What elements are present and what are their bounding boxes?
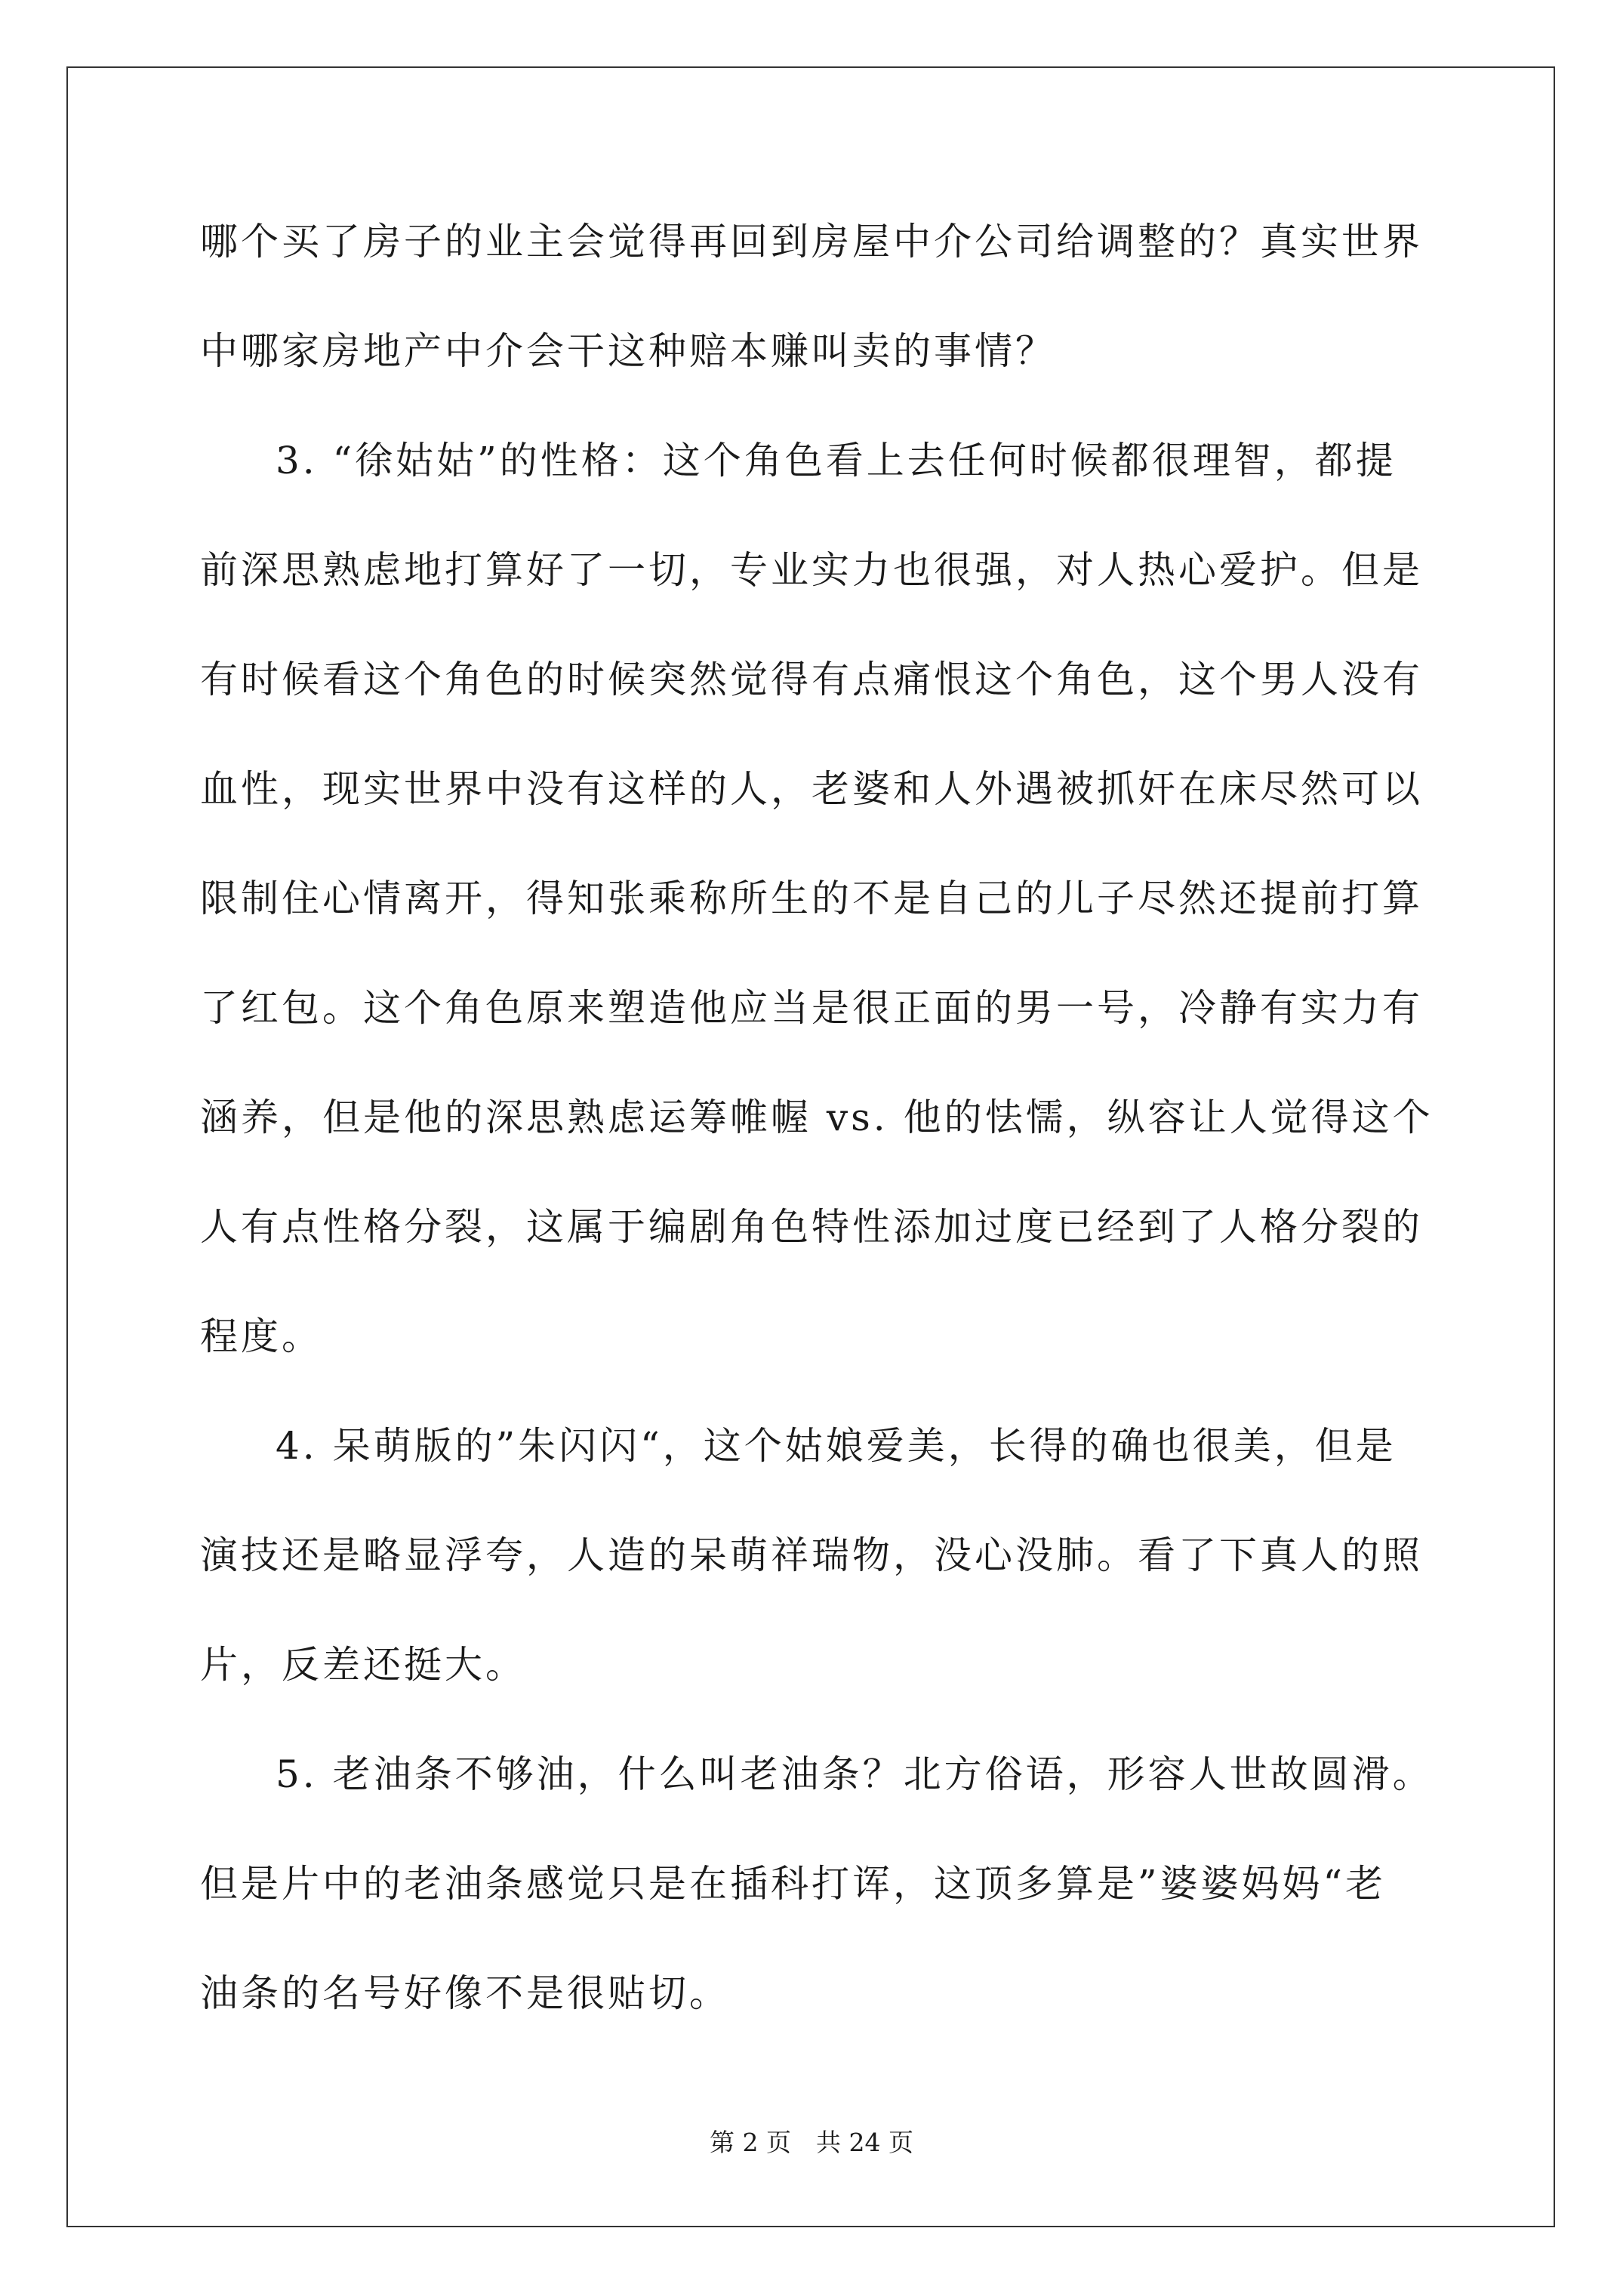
text-line: 演技还是略显浮夸，人造的呆萌祥瑞物，没心没肺。看了下真人的照	[200, 1533, 1423, 1577]
text-line: 哪个买了房子的业主会觉得再回到房屋中介公司给调整的？真实世界	[200, 220, 1423, 264]
document-body	[200, 213, 1434, 2074]
paragraph-start-3: 3. “徐姑姑”的性格：这个角色看上去任何时候都很理智，都提	[276, 439, 1397, 482]
text-line: 涵养，但是他的深思熟虑运筹帷幄 vs. 他的怯懦，纵容让人觉得这个	[200, 1096, 1434, 1139]
page-number: 第 2 页 共 24 页	[710, 2128, 913, 2157]
text-line: 限制住心情离开，得知张乘称所生的不是自己的儿子尽然还提前打算	[200, 877, 1423, 920]
text-line: 人有点性格分裂，这属于编剧角色特性添加过度已经到了人格分裂的	[200, 1205, 1423, 1249]
text-line: 中哪家房地产中介会干这种赔本赚叫卖的事情？	[200, 329, 1056, 373]
text-line: 前深思熟虑地打算好了一切，专业实力也很强，对人热心爱护。但是	[200, 548, 1423, 592]
paragraph-start-5: 5. 老油条不够油，什么叫老油条？北方俗语，形容人世故圆滑。	[276, 1752, 1434, 1796]
text-line: 但是片中的老油条感觉只是在插科打诨，这顶多算是”婆婆妈妈“老	[200, 1862, 1387, 1906]
text-line: 油条的名号好像不是很贴切。	[200, 1971, 730, 2015]
text-line: 片，反差还挺大。	[200, 1643, 526, 1687]
text-line: 程度。	[200, 1314, 322, 1358]
text-line: 血性，现实世界中没有这样的人，老婆和人外遇被抓奸在床尽然可以	[200, 767, 1423, 811]
paragraph-start-4: 4. 呆萌版的”朱闪闪“，这个姑娘爱美，长得的确也很美，但是	[276, 1424, 1397, 1468]
text-line: 了红包。这个角色原来塑造他应当是很正面的男一号，冷静有实力有	[200, 986, 1423, 1030]
text-line: 有时候看这个角色的时候突然觉得有点痛恨这个角色，这个男人没有	[200, 658, 1423, 701]
